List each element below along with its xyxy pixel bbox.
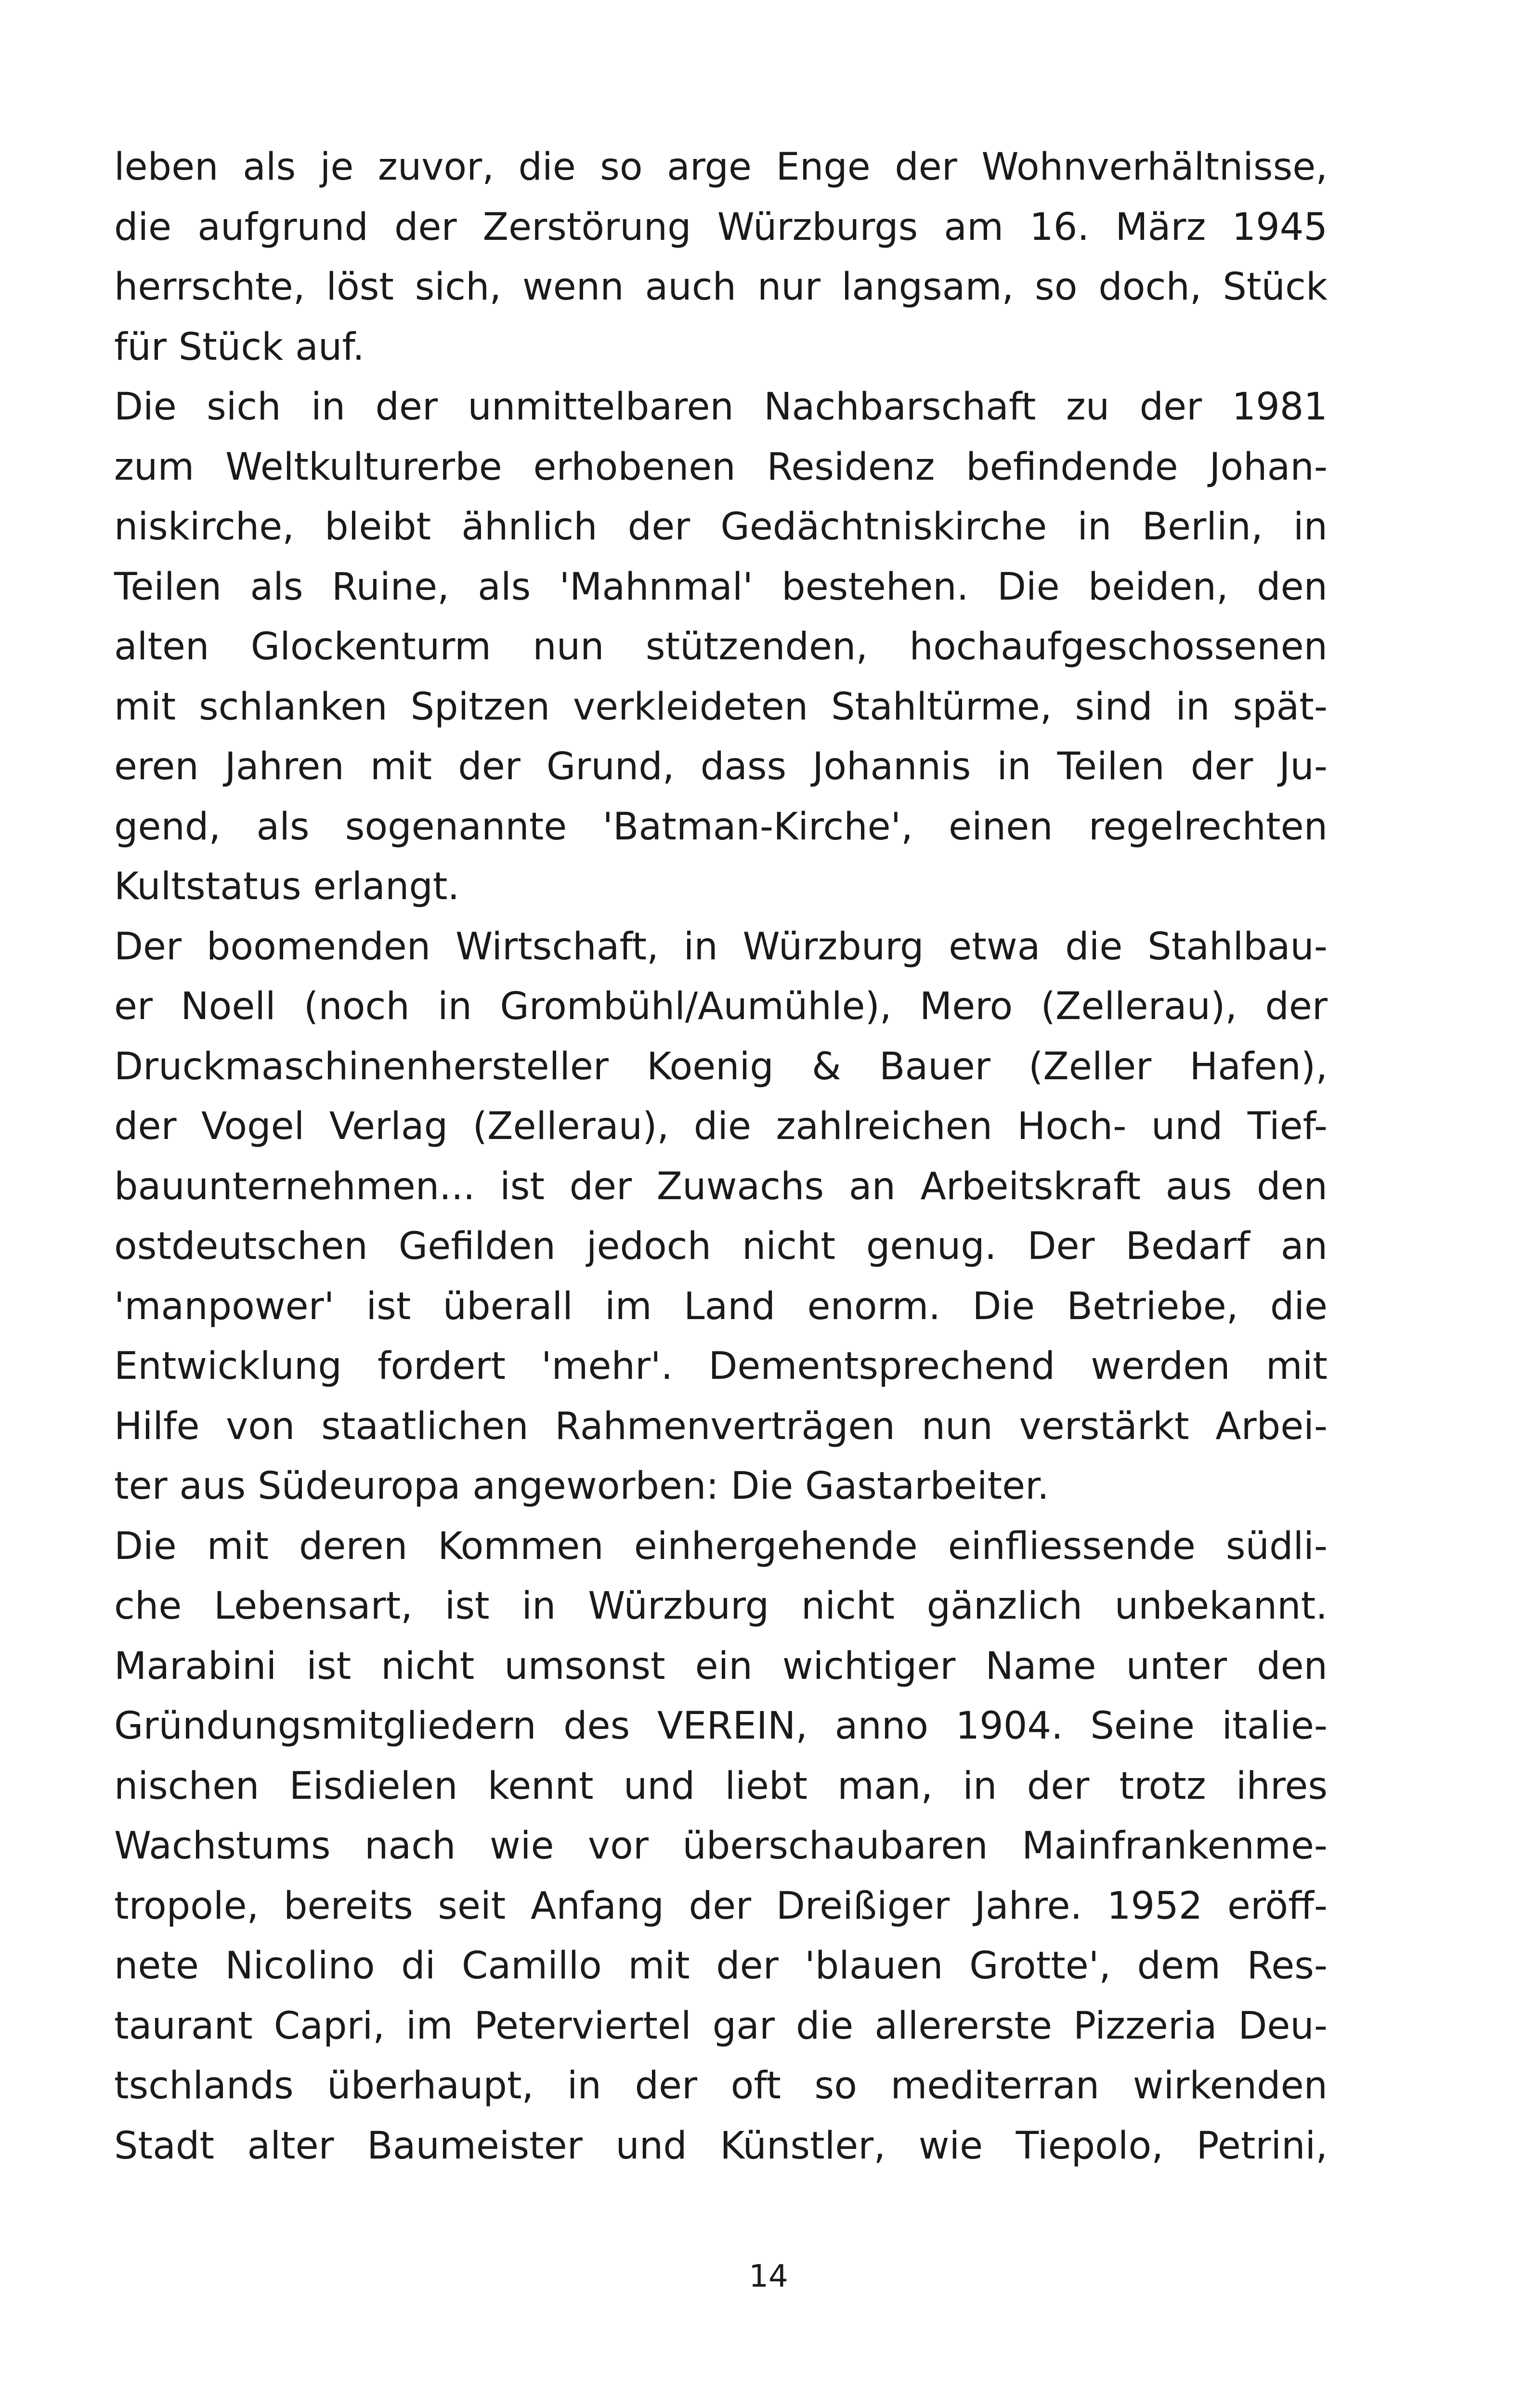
text-line: Marabini ist nicht umsonst ein wichtiger Name unter den (114, 1644, 1328, 1688)
text-line: bauunternehmen... ist der Zuwachs an Arbeitskraft aus den (114, 1165, 1328, 1208)
text-line: die aufgrund der Zerstörung Würzburgs am 16. März 1945 (114, 205, 1328, 249)
text-line: alten Glockenturm nun stützenden, hochaufgeschossenen (114, 625, 1328, 668)
text-line: nete Nicolino di Camillo mit der 'blauen Grotte', dem Res- (114, 1944, 1328, 1988)
text-line: Teilen als Ruine, als 'Mahnmal' bestehen. Die beiden, den (114, 565, 1328, 609)
text-line: Wachstums nach wie vor überschaubaren Mainfrankenme- (114, 1824, 1328, 1868)
text-line: der Vogel Verlag (Zellerau), die zahlreichen Hoch- und Tief- (114, 1105, 1328, 1148)
text-line: gend, als sogenannte 'Batman-Kirche', einen regelrechten (114, 805, 1328, 849)
text-line: ostdeutschen Gefilden jedoch nicht genug. Der Bedarf an (114, 1225, 1328, 1268)
text-line: tropole, bereits seit Anfang der Dreißiger Jahre. 1952 eröff- (114, 1884, 1328, 1928)
text-line: niskirche, bleibt ähnlich der Gedächtniskirche in Berlin, in (114, 505, 1328, 549)
page-number: 14 (749, 2259, 788, 2294)
text-line: er Noell (noch in Grombühl/Aumühle), Mero (Zellerau), der (114, 985, 1328, 1028)
text-line: tschlands überhaupt, in der oft so mediterran wirkenden (114, 2064, 1328, 2107)
text-line: Die sich in der unmittelbaren Nachbarschaft zu der 1981 (114, 385, 1328, 429)
text-line: für Stück auf. (114, 325, 365, 369)
text-line: taurant Capri, im Peterviertel gar die allererste Pizzeria Deu- (114, 2004, 1328, 2048)
text-line: che Lebensart, ist in Würzburg nicht gänzlich unbekannt. (114, 1584, 1328, 1628)
text-line: ter aus Südeuropa angeworben: Die Gastarbeiter. (114, 1465, 1049, 1508)
text-line: mit schlanken Spitzen verkleideten Stahltürme, sind in spät- (114, 685, 1328, 729)
text-line: Hilfe von staatlichen Rahmenverträgen nun verstärkt Arbei- (114, 1404, 1328, 1448)
text-line: Die mit deren Kommen einhergehende einfliessende südli- (114, 1524, 1328, 1568)
text-line: Kultstatus erlangt. (114, 865, 460, 908)
text-line: herrschte, löst sich, wenn auch nur langsam, so doch, Stück (114, 265, 1328, 309)
text-line: Stadt alter Baumeister und Künstler, wie Tiepolo, Petrini, (114, 2124, 1328, 2168)
text-line: Gründungsmitgliedern des VEREIN, anno 1904. Seine italie- (114, 1704, 1328, 1748)
text-line: Der boomenden Wirtschaft, in Würzburg etwa die Stahlbau- (114, 925, 1328, 968)
text-line: Druckmaschinenhersteller Koenig & Bauer (Zeller Hafen), (114, 1045, 1328, 1088)
text-line: nischen Eisdielen kennt und liebt man, in der trotz ihres (114, 1764, 1328, 1808)
text-line: 'manpower' ist überall im Land enorm. Die Betriebe, die (114, 1284, 1328, 1328)
text-line: eren Jahren mit der Grund, dass Johannis in Teilen der Ju- (114, 745, 1328, 788)
text-line: leben als je zuvor, die so arge Enge der Wohnverhältnisse, (114, 145, 1328, 189)
body-text (114, 137, 1328, 2176)
text-line: zum Weltkulturerbe erhobenen Residenz befindende Johan- (114, 445, 1328, 489)
text-line: Entwicklung fordert 'mehr'. Dementsprechend werden mit (114, 1345, 1328, 1388)
